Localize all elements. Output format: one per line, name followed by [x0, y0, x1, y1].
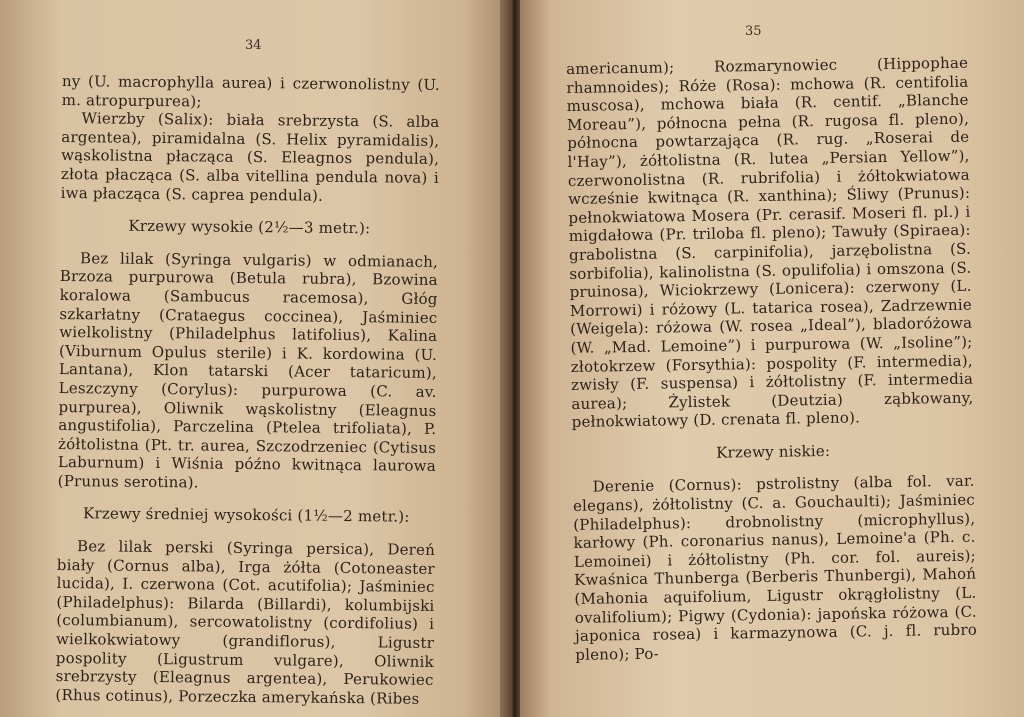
page-number-right: 35: [745, 24, 762, 39]
paragraph-krzewy-sredniej-wysokosci: Bez lilak perski (Syringa persica), Dereń biały (Cornus alba), Irga żółta (Cotoneaster lucida), I. czerwona (Cot. acutifolia); Jaśminiec (Philadelphus): Bilarda (Billardi), kolumbijski (columbianum), sercowatolistny (cordifolius) i wielkokwiatowy (grandiflorus), Ligustr pospolity (Ligustrum vulgare), Oliwnik srebrzysty (Eleagnus argentea), Perukowiec (Rhus cotinus), Porzeczka amerykańska (Ribes: [55, 537, 436, 708]
paragraph-continuation: ny (U. macrophylla aurea) i czerwonolistny (U. m. atropurpurea);: [61, 72, 440, 111]
heading-krzewy-niskie: Krzewy niskie:: [716, 441, 831, 462]
paragraph-wierzby: Wierzby (Salix): biała srebrzysta (S. alba argentea), piramidalna (S. Helix pyramidalis), wąskolistna płacząca (S. Eleagnos pendula), złota płacząca (S. alba vitellina pendula nova) i iwa płacząca (S. caprea pendula).: [60, 109, 440, 205]
left-page-text: [55, 72, 440, 708]
heading-krzewy-sredniej-wysokosci: Krzewy średniej wysokości (1½—2 metr.):: [83, 504, 410, 527]
right-page: [520, 0, 1024, 717]
left-page: [0, 0, 505, 717]
paragraph-continuation-right: americanum); Rozmarynowiec (Hippophae rhamnoides); Róże (Rosa): mchowa (R. centifolia muscosa), mchowa biała (R. centif. „Blanche Moreau”), północna pełna (R. rugosa fl. pleno), północna powtarzająca (R. rug. „Roserai de l'Hay”), żółtolistna (R. lutea „Persian Yellow”), czerwonolistna (R. rubrifolia) i żółtokwiatowa wcześnie kwitnąca (R. xanthina); Śliwy (Prunus): pełnokwiatowa Mosera (Pr. cerasif. Moseri fl. pl.) i migdałowa (Pr. triloba fl. pleno); Tawuły (Spiraea): grabolistna (S. carpinifolia), jarzębolistna (S. sorbifolia), kalinolistna (S. opulifolia) i omszona (S. pruinosa), Wiciokrzewy (Lonicera): czerwony (L. Morrowi) i różowy (L. tatarica rosea), Zadrzewnie (Weigela): różowa (W. rosea „Ideal”), bladoróżowa (W. „Mad. Lemoine”) i purpurowa (W. „Isoline”); złotokrzew (Forsythia): pospolity (F. intermedia), zwisły (F. suspensa) i żółtolistny (F. intermedia aurea); Żylistek (Deutzia) ząbkowany, pełnokwiatowy (D. crenata fl. pleno).: [566, 53, 974, 432]
paragraph-krzewy-niskie: Derenie (Cornus): pstrolistny (alba fol. var. elegans), żółtolistny (C. a. Gouchaulti); Jaśminiec (Philadelphus): drobnolistny (microphyllus), karłowy (Ph. coronarius nanus), Lemoine'a (Ph. c. Lemoinei) i żółtolistny (Ph. cor. fol. aureis); Kwaśnica Thunberga (Berberis Thunbergi), Mahoń (Mahonia aquifolium, Ligustr okrągłolistny (L. ovalifolium); Pigwy (Cydonia): japońska różowa (C. japonica rosea) i karmazynowa (C. j. fl. rubro pleno); Po-: [572, 472, 978, 664]
right-page-text: [566, 54, 977, 665]
paragraph-krzewy-wysokie: Bez lilak (Syringa vulgaris) w odmianach, Brzoza purpurowa (Betula rubra), Bzowina koralowa (Sambucus racemosa), Głóg szkarłatny (Crataegus coccinea), Jaśminiec wielkolistny (Philadelphus latifolius), Kalina (Viburnum Opulus sterile) i K. kordowina (U. Lantana), Klon tatarski (Acer tataricum), Leszczyny (Corylus): purpurowa (C. av. purpurea), Oliwnik wąskolistny (Eleagnus angustifolia), Parczelina (Ptelea trifoliata), P. żółtolistna (Pt. tr. aurea, Szczodrzeniec (Cytisus Laburnum) i Wiśnia późno kwitnąca laurowa (Prunus serotina).: [57, 248, 439, 492]
heading-krzewy-wysokie: Krzewy wysokie (2½—3 metr.):: [128, 216, 371, 238]
page-number-left: 34: [245, 38, 262, 53]
